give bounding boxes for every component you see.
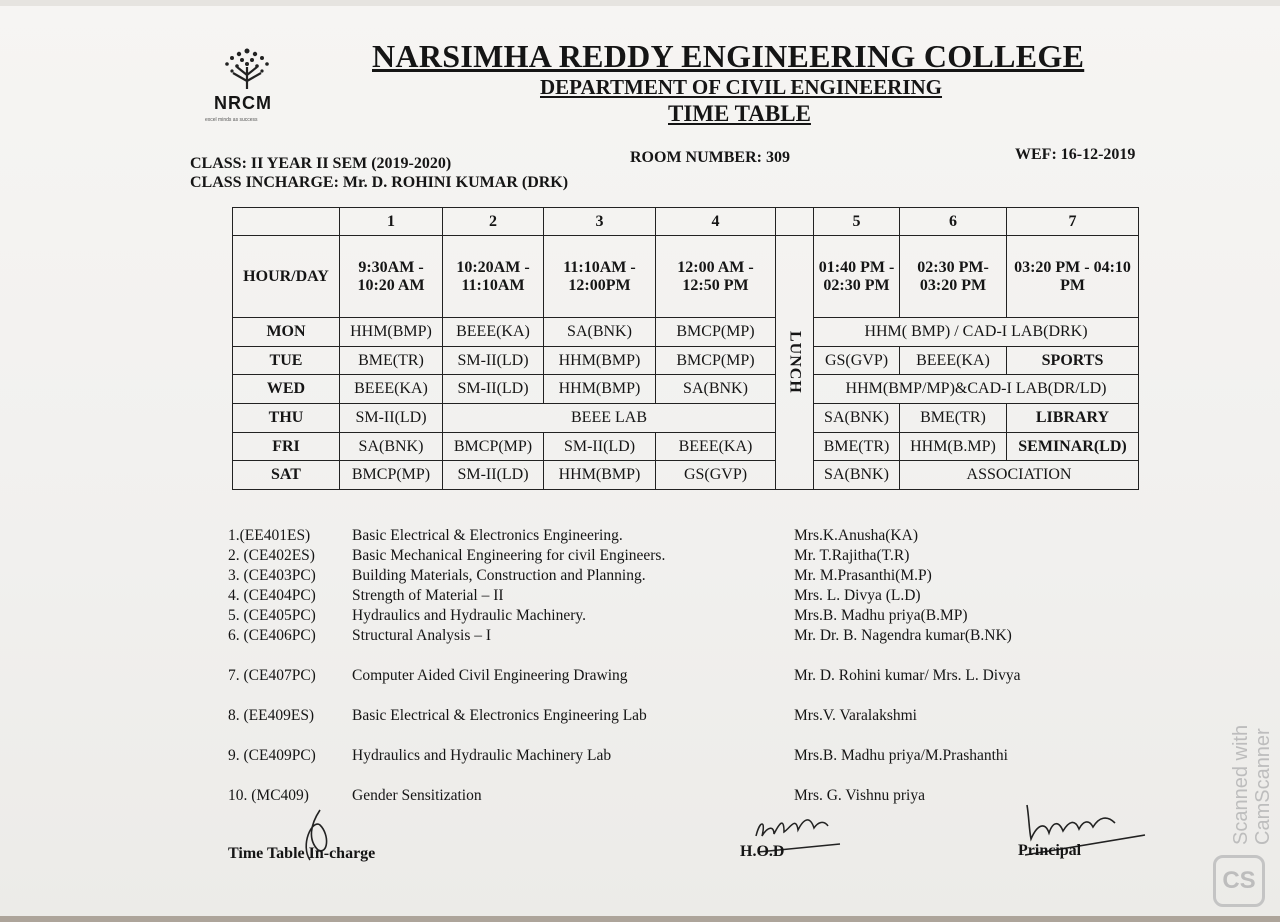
- lunch-column: LUNCH: [776, 236, 814, 490]
- class-cell: SM-II(LD): [544, 432, 656, 461]
- subject-code: 9. (CE409PC): [228, 747, 316, 764]
- class-cell: BME(TR): [340, 346, 443, 375]
- class-cell: SEMINAR(LD): [1007, 432, 1139, 461]
- subject-code: 6. (CE406PC): [228, 627, 316, 644]
- class-cell: HHM(BMP): [544, 375, 656, 404]
- subject-code: 7. (CE407PC): [228, 667, 316, 684]
- class-incharge: CLASS INCHARGE: Mr. D. ROHINI KUMAR (DRK): [190, 174, 569, 191]
- period-number: 6: [900, 208, 1007, 236]
- period-number: 3: [544, 208, 656, 236]
- subject-faculty: Mr. M.Prasanthi(M.P): [794, 567, 932, 584]
- subject-name: Structural Analysis – I: [352, 627, 492, 644]
- subject-code: 3. (CE403PC): [228, 567, 316, 584]
- class-info: CLASS: II YEAR II SEM (2019-2020): [190, 155, 452, 172]
- class-cell: BMCP(MP): [656, 318, 776, 347]
- corner-cell: [233, 208, 340, 236]
- page-edge: [0, 916, 1280, 922]
- class-cell: BME(TR): [814, 432, 900, 461]
- day-row-thu: [233, 403, 1139, 432]
- day-label: WED: [233, 375, 340, 404]
- camscanner-watermark-text: Scanned with CamScanner: [1230, 724, 1274, 845]
- class-cell: BME(TR): [900, 403, 1007, 432]
- time-row: [233, 236, 1139, 318]
- room-number: ROOM NUMBER: 309: [630, 149, 790, 166]
- day-row-tue: [233, 346, 1139, 375]
- subject-code: 2. (CE402ES): [228, 547, 315, 564]
- subject-faculty: Mrs.K.Anusha(KA): [794, 527, 918, 544]
- class-cell: HHM(BMP): [544, 461, 656, 490]
- class-cell-association: ASSOCIATION: [900, 461, 1139, 490]
- class-cell: BEEE(KA): [340, 375, 443, 404]
- class-cell-afternoon: HHM(BMP/MP)&CAD-I LAB(DR/LD): [814, 375, 1139, 404]
- day-label: TUE: [233, 346, 340, 375]
- subject-faculty: Mr. T.Rajitha(T.R): [794, 547, 910, 564]
- class-cell: BEEE(KA): [443, 318, 544, 347]
- logo-tagline: excel minds as success: [205, 117, 258, 123]
- class-cell: LIBRARY: [1007, 403, 1139, 432]
- period-number: 2: [443, 208, 544, 236]
- class-cell: BEEE(KA): [900, 346, 1007, 375]
- period-number: 1: [340, 208, 443, 236]
- subject-name: Basic Electrical & Electronics Engineering Lab: [352, 707, 647, 724]
- class-cell-lab: BEEE LAB: [443, 403, 776, 432]
- page-edge: [0, 0, 1280, 6]
- camscanner-logo: CS: [1213, 855, 1265, 907]
- day-label: THU: [233, 403, 340, 432]
- class-cell: SM-II(LD): [443, 375, 544, 404]
- subject-name: Basic Mechanical Engineering for civil Engineers.: [352, 547, 666, 564]
- subject-faculty: Mrs.V. Varalakshmi: [794, 707, 917, 724]
- day-label: FRI: [233, 432, 340, 461]
- class-cell: SA(BNK): [340, 432, 443, 461]
- logo-text: NRCM: [214, 93, 272, 113]
- day-label: MON: [233, 318, 340, 347]
- hod-signature-label: H.O.D: [740, 843, 785, 860]
- class-cell: BMCP(MP): [656, 346, 776, 375]
- period-time: 03:20 PM - 04:10 PM: [1007, 236, 1139, 318]
- period-number: 7: [1007, 208, 1139, 236]
- college-name: NARSIMHA REDDY ENGINEERING COLLEGE: [372, 38, 1085, 74]
- day-row-wed: [233, 375, 1139, 404]
- incharge-signature-label: Time Table In-charge: [228, 845, 376, 862]
- tree-icon: [215, 45, 279, 91]
- period-time: 02:30 PM- 03:20 PM: [900, 236, 1007, 318]
- subject-name: Strength of Material – II: [352, 587, 504, 604]
- period-time: 12:00 AM - 12:50 PM: [656, 236, 776, 318]
- timetable: [232, 207, 1139, 490]
- subject-name: Hydraulics and Hydraulic Machinery Lab: [352, 747, 612, 764]
- class-cell: SPORTS: [1007, 346, 1139, 375]
- document-title: TIME TABLE: [668, 101, 811, 126]
- subject-faculty: Mrs.B. Madhu priya/M.Prashanthi: [794, 747, 1008, 764]
- principal-signature-label: Principal: [1018, 842, 1082, 859]
- class-cell: SA(BNK): [544, 318, 656, 347]
- period-time: 10:20AM - 11:10AM: [443, 236, 544, 318]
- class-cell: HHM(B.MP): [900, 432, 1007, 461]
- period-number: 4: [656, 208, 776, 236]
- class-cell: SA(BNK): [814, 461, 900, 490]
- hour-day-label: HOUR/DAY: [233, 236, 340, 318]
- subject-name: Basic Electrical & Electronics Engineering.: [352, 527, 623, 544]
- lunch-header-cell: [776, 208, 814, 236]
- subject-name: Hydraulics and Hydraulic Machinery.: [352, 607, 586, 624]
- subject-code: 4. (CE404PC): [228, 587, 316, 604]
- class-cell: GS(GVP): [656, 461, 776, 490]
- class-cell: GS(GVP): [814, 346, 900, 375]
- day-row-sat: [233, 461, 1139, 490]
- day-label: SAT: [233, 461, 340, 490]
- subject-name: Building Materials, Construction and Planning.: [352, 567, 646, 584]
- subject-name: Gender Sensitization: [352, 787, 482, 804]
- class-cell: SM-II(LD): [443, 461, 544, 490]
- subject-code: 5. (CE405PC): [228, 607, 316, 624]
- period-number-row: [233, 208, 1139, 236]
- class-cell: HHM(BMP): [340, 318, 443, 347]
- period-time: 9:30AM - 10:20 AM: [340, 236, 443, 318]
- period-number: 5: [814, 208, 900, 236]
- day-row-fri: [233, 432, 1139, 461]
- class-cell: SM-II(LD): [443, 346, 544, 375]
- subject-faculty: Mrs. G. Vishnu priya: [794, 787, 925, 804]
- wef-date: WEF: 16-12-2019: [1015, 146, 1136, 163]
- subject-faculty: Mr. D. Rohini kumar/ Mrs. L. Divya: [794, 667, 1021, 684]
- subject-code: 10. (MC409): [228, 787, 309, 804]
- subject-code: 1.(EE401ES): [228, 527, 311, 544]
- class-cell: SA(BNK): [656, 375, 776, 404]
- subject-faculty: Mr. Dr. B. Nagendra kumar(B.NK): [794, 627, 1012, 644]
- period-time: 01:40 PM - 02:30 PM: [814, 236, 900, 318]
- college-logo: [205, 45, 305, 130]
- class-cell-afternoon: HHM( BMP) / CAD-I LAB(DRK): [814, 318, 1139, 347]
- class-cell: SM-II(LD): [340, 403, 443, 432]
- subject-name: Computer Aided Civil Engineering Drawing: [352, 667, 628, 684]
- class-cell: BMCP(MP): [340, 461, 443, 490]
- class-cell: BEEE(KA): [656, 432, 776, 461]
- subject-code: 8. (EE409ES): [228, 707, 315, 724]
- class-cell: HHM(BMP): [544, 346, 656, 375]
- class-cell: SA(BNK): [814, 403, 900, 432]
- department-name: DEPARTMENT OF CIVIL ENGINEERING: [540, 75, 943, 99]
- subject-faculty: Mrs.B. Madhu priya(B.MP): [794, 607, 968, 624]
- class-cell: BMCP(MP): [443, 432, 544, 461]
- period-time: 11:10AM - 12:00PM: [544, 236, 656, 318]
- day-row-mon: [233, 318, 1139, 347]
- subject-faculty: Mrs. L. Divya (L.D): [794, 587, 921, 604]
